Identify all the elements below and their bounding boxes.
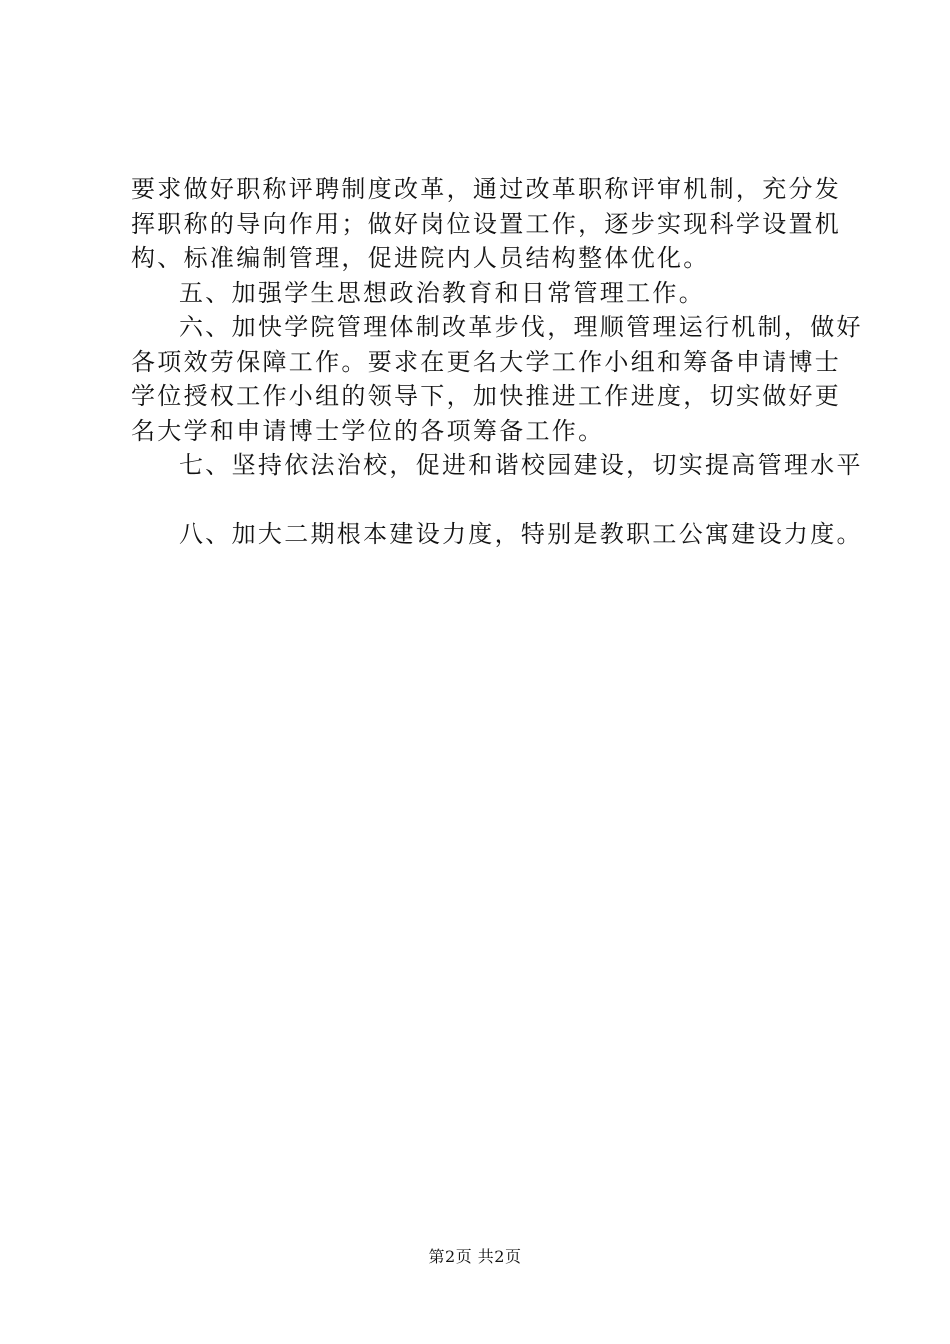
paragraph-line: 名大学和申请博士学位的各项筹备工作。 bbox=[131, 416, 605, 445]
paragraph-line: 八、加大二期根本建设力度，特别是教职工公寓建设力度。 bbox=[179, 519, 863, 548]
paragraph-line: 六、加快学院管理体制改革步伐，理顺管理运行机制，做好 bbox=[179, 313, 863, 341]
paragraph-line: 要求做好职称评聘制度改革，通过改革职称评审机制，充分发 bbox=[131, 175, 842, 203]
paragraph-line: 学位授权工作小组的领导下，加快推进工作进度，切实做好更 bbox=[131, 382, 842, 410]
page-footer: 第2页 共2页 bbox=[428, 1247, 522, 1266]
paragraph-line: 挥职称的导向作用；做好岗位设置工作，逐步实现科学设置机 bbox=[131, 209, 842, 238]
document-body bbox=[131, 172, 863, 551]
paragraph-line: 构、标准编制管理，促进院内人员结构整体优化。 bbox=[131, 244, 710, 272]
paragraph-line: 五、加强学生思想政治教育和日常管理工作。 bbox=[179, 278, 705, 307]
paragraph-line: 七、坚持依法治校，促进和谐校园建设，切实提高管理水平 bbox=[179, 451, 863, 479]
paragraph-line: 各项效劳保障工作。要求在更名大学工作小组和筹备申请博士 bbox=[131, 347, 842, 376]
paragraph-gap bbox=[131, 483, 831, 517]
